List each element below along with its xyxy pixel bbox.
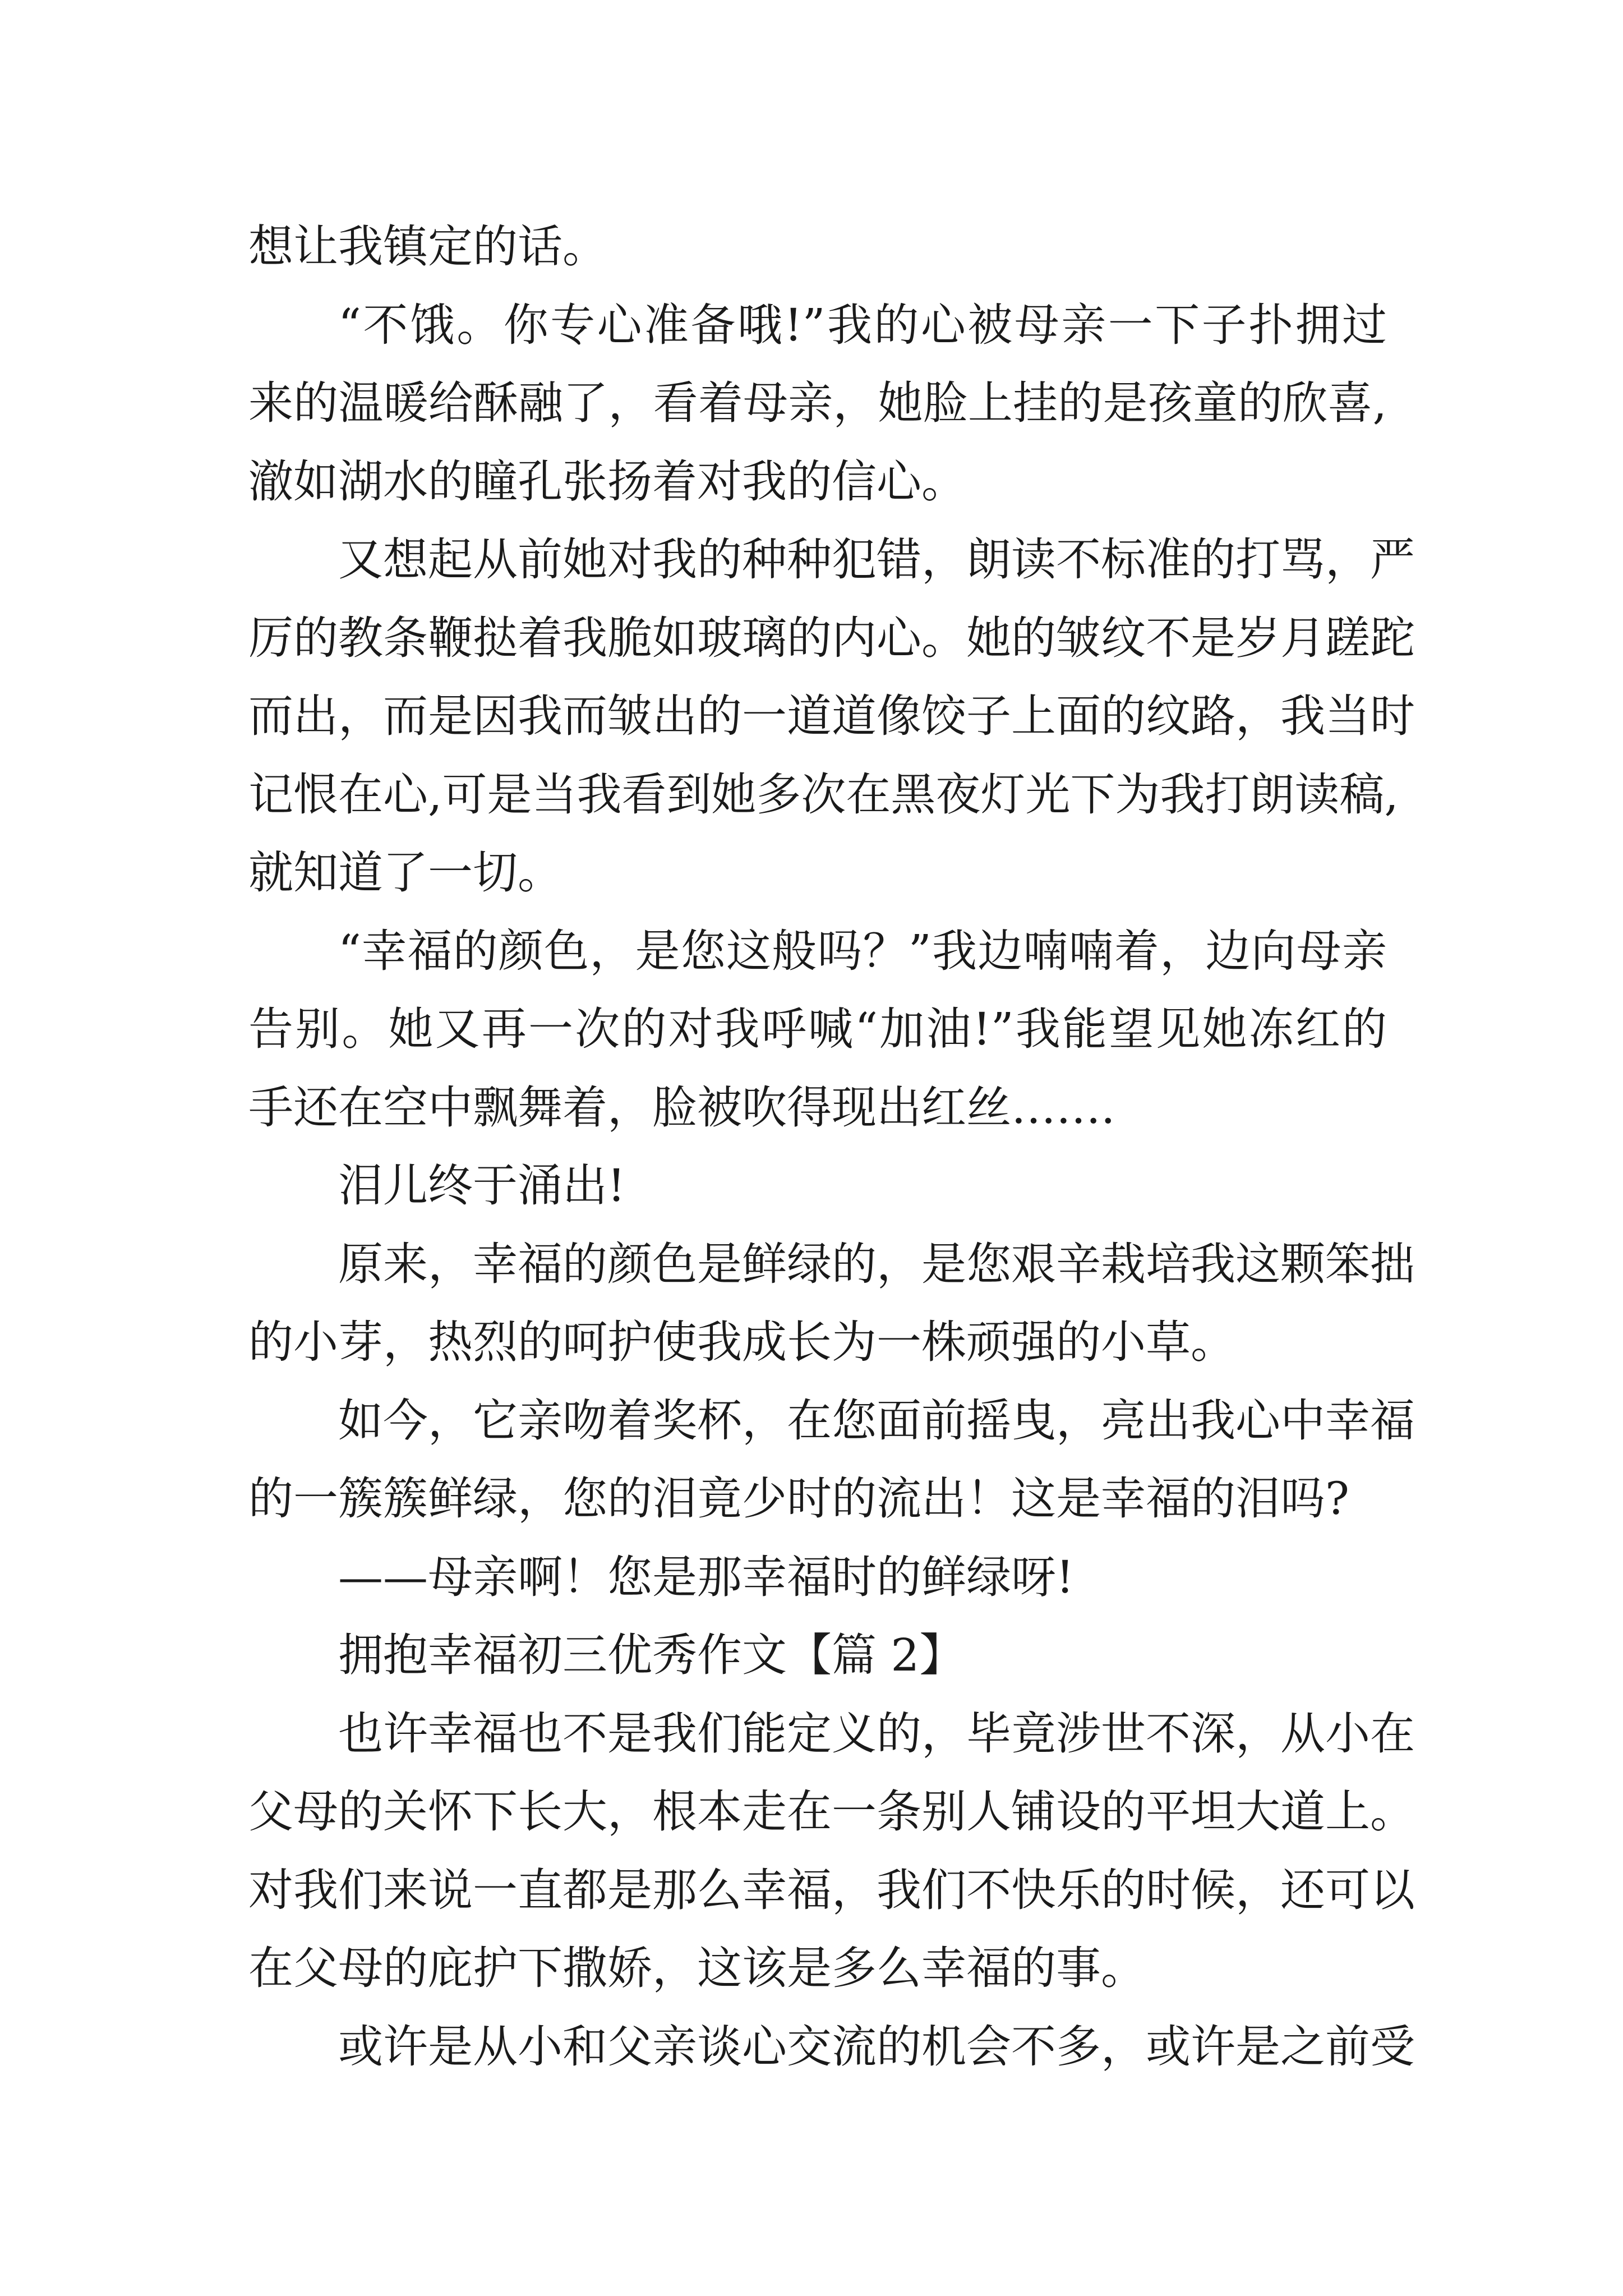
section-heading: 拥抱幸福初三优秀作文【篇 2】 (338, 1629, 965, 1681)
text-line: 手还在空中飘舞着，脸被吹得现出红丝……. (248, 1081, 1115, 1134)
text-line: 又想起从前她对我的种种犯错，朗读不标准的打骂，严 (338, 533, 1415, 586)
text-line: 的小芽，热烈的呵护使我成长为一株顽强的小草。 (248, 1316, 1235, 1368)
text-line: 想让我镇定的话。 (248, 220, 607, 273)
text-line: 厉的教条鞭挞着我脆如玻璃的内心。她的皱纹不是岁月蹉跎 (248, 611, 1415, 664)
text-line: 澈如湖水的瞳孔张扬着对我的信心。 (248, 455, 966, 508)
text-line: 原来，幸福的颜色是鲜绿的，是您艰辛栽培我这颗笨拙 (338, 1237, 1415, 1290)
text-line: 的一簇簇鲜绿，您的泪竟少时的流出！这是幸福的泪吗? (248, 1473, 1349, 1525)
text-line: 告别。她又再一次的对我呼喊“加油!”我能望见她冻红的 (248, 1003, 1387, 1055)
text-line: 也许幸福也不是我们能定义的，毕竟涉世不深，从小在 (338, 1707, 1415, 1760)
text-line: 在父母的庇护下撒娇，这该是多么幸福的事。 (248, 1942, 1146, 1994)
text-line: 就知道了一切。 (248, 846, 562, 899)
text-line: 来的温暖给酥融了，看着母亲，她脸上挂的是孩童的欣喜, (248, 377, 1387, 429)
text-line: 或许是从小和父亲谈心交流的机会不多，或许是之前受 (338, 2020, 1415, 2073)
text-line: 记恨在心,可是当我看到她多次在黑夜灯光下为我打朗读稿, (248, 768, 1399, 821)
text-line: “不饿。你专心准备哦!”我的心被母亲一下子扑拥过 (338, 298, 1387, 351)
essay-body (248, 208, 1415, 2086)
text-line: ——母亲啊！您是那幸福时的鲜绿呀! (338, 1550, 1075, 1603)
text-line: 对我们来说一直都是那么幸福，我们不快乐的时候，还可以 (248, 1864, 1415, 1916)
text-line: 如今，它亲吻着奖杯，在您面前摇曳，亮出我心中幸福 (338, 1394, 1415, 1447)
text-line: 父母的关怀下长大，根本走在一条别人铺设的平坦大道上。 (248, 1786, 1415, 1838)
text-line: 而出，而是因我而皱出的一道道像饺子上面的纹路，我当时 (248, 690, 1415, 742)
text-line: “幸福的颜色，是您这般吗？”我边喃喃着，边向母亲 (338, 924, 1387, 977)
text-line: 泪儿终于涌出! (338, 1159, 626, 1212)
